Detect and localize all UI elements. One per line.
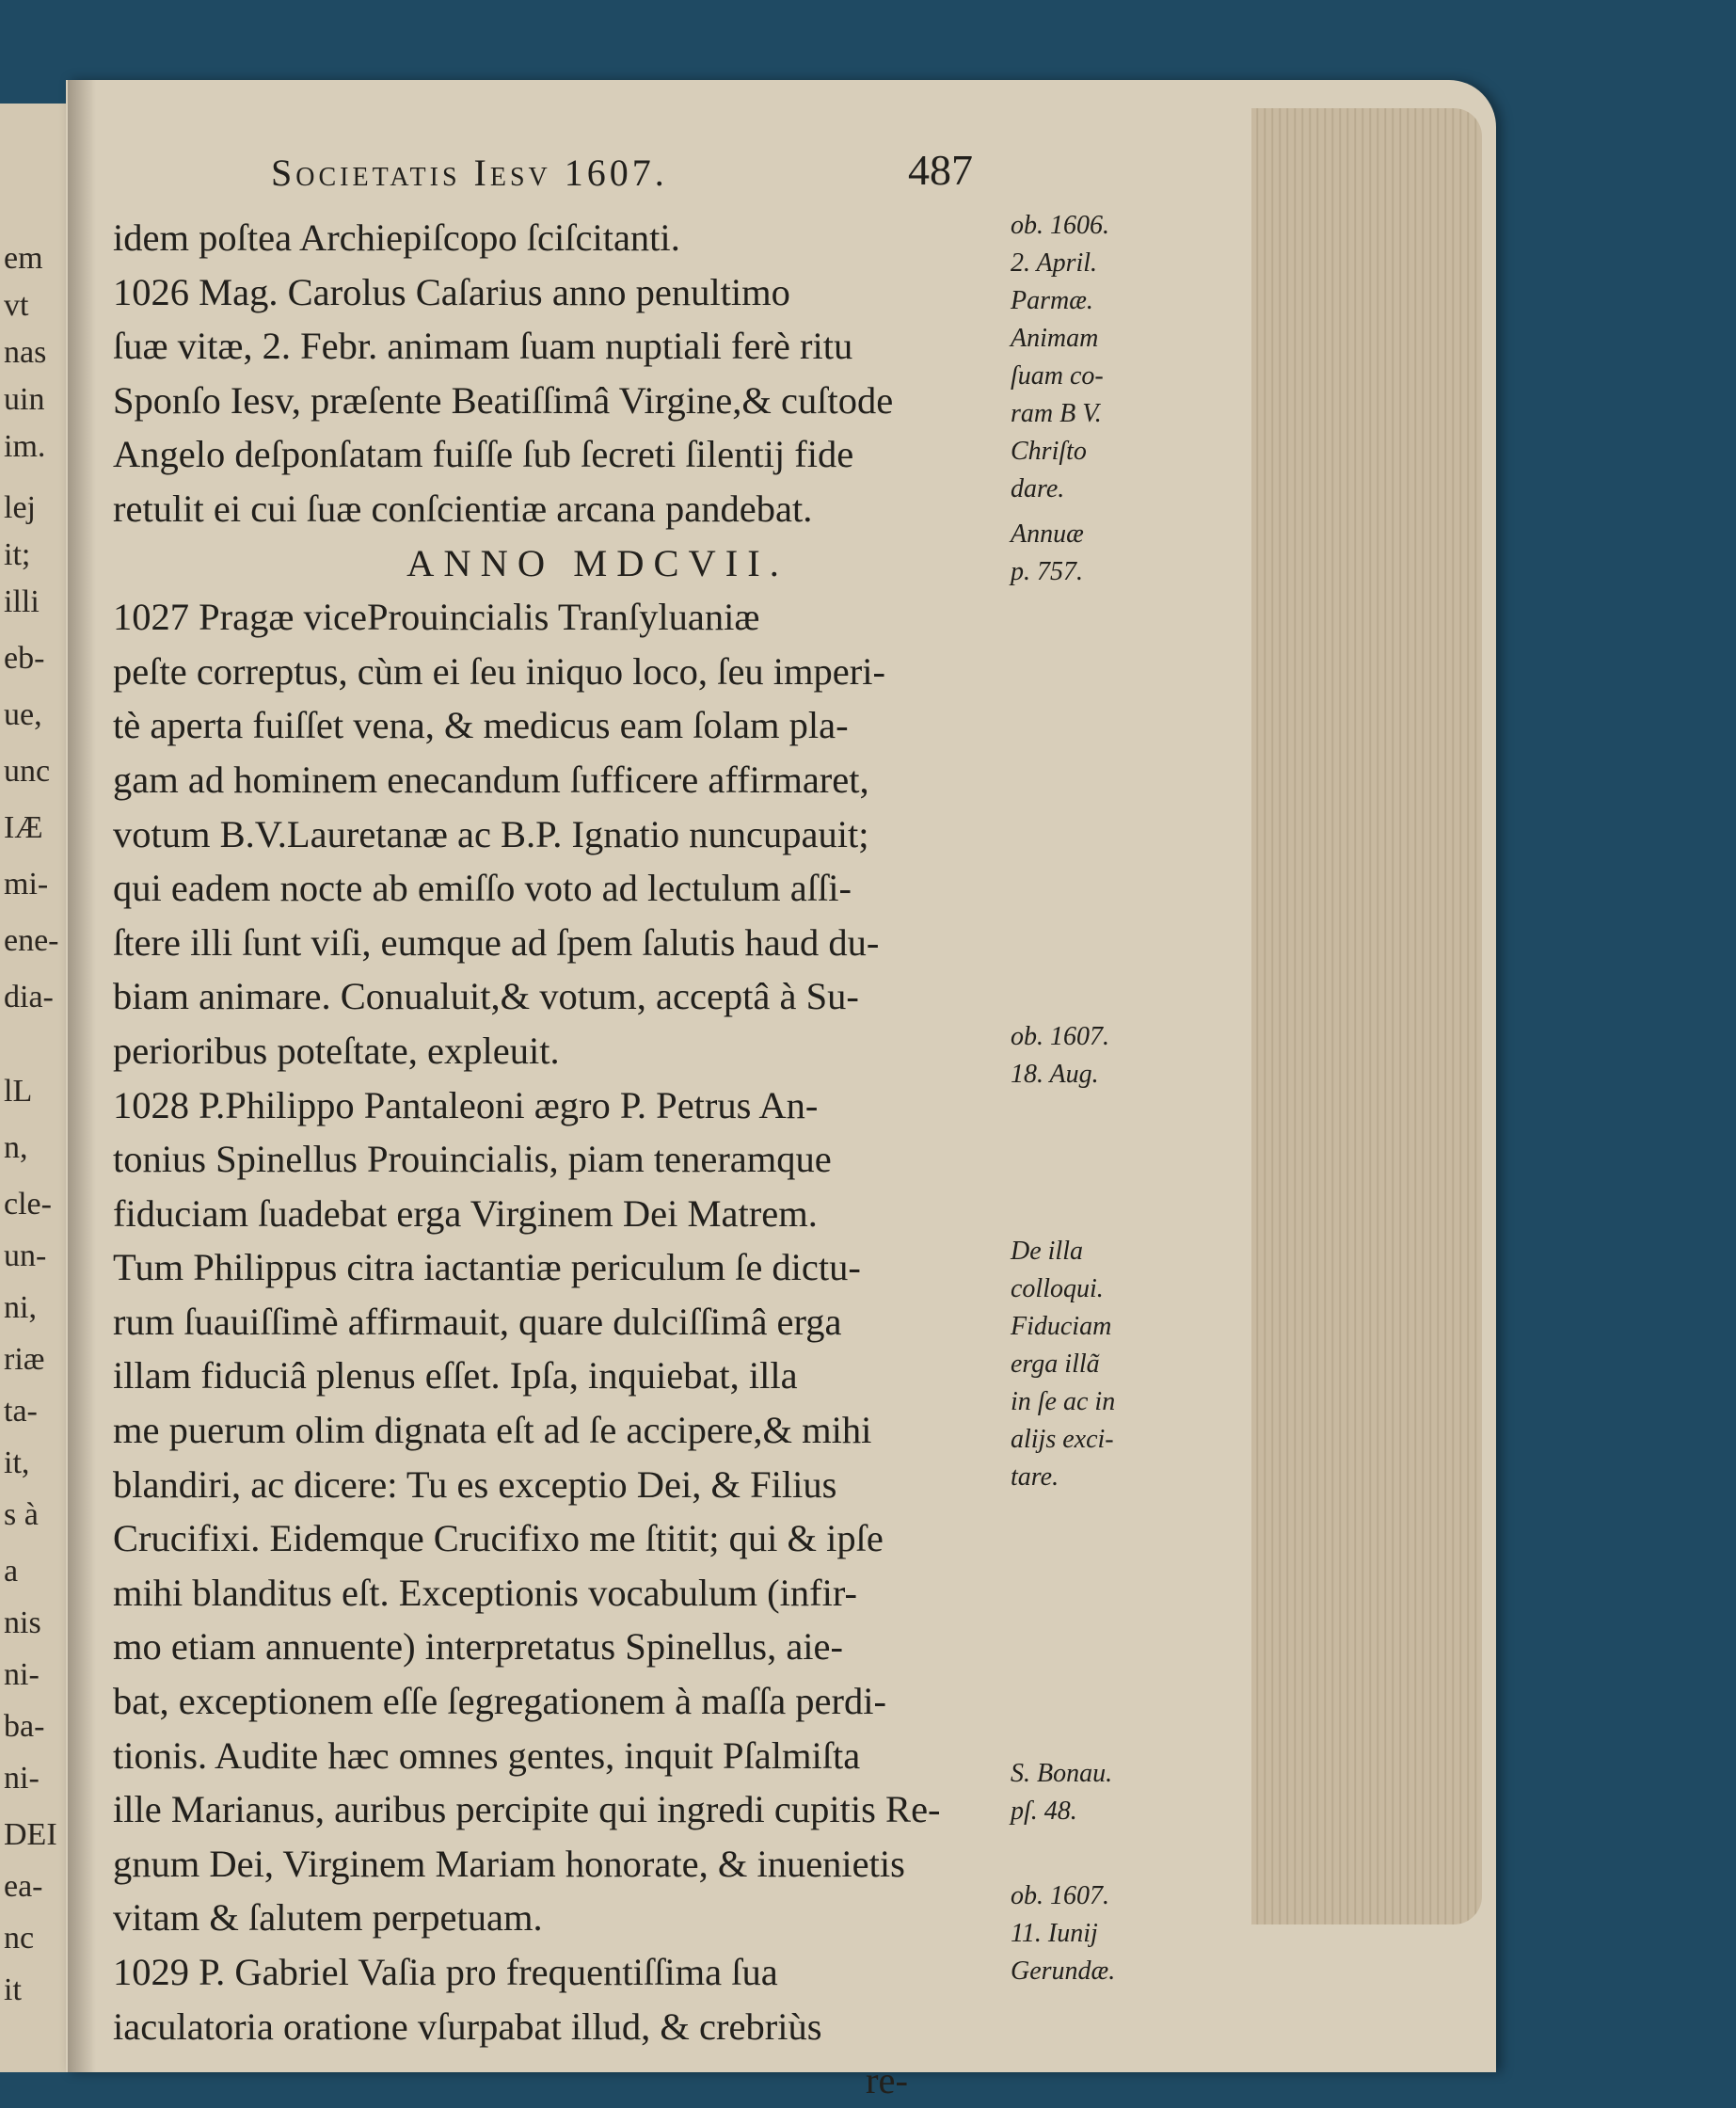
left-fragment: n, (4, 1130, 28, 1165)
margin-note: tare. (1011, 1462, 1059, 1492)
left-fragment: cle- (4, 1187, 52, 1222)
text-line: tè aperta fuiſſet vena, & medicus eam ſolam pla- (113, 704, 849, 747)
margin-note: Parmæ. (1011, 286, 1093, 315)
margin-note: Gerundæ. (1011, 1956, 1116, 1986)
text-line: gam ad hominem enecandum ſufficere affirmaret, (113, 758, 869, 801)
left-fragment: DEI (4, 1817, 57, 1852)
text-line: fiduciam ſuadebat erga Virginem Dei Matrem. (113, 1191, 818, 1235)
text-line: 1027 Pragæ viceProuincialis Tranſyluaniæ (113, 596, 760, 639)
text-line: rum ſuauiſſimè affirmauit, quare dulciſſimâ erga (113, 1300, 842, 1343)
left-fragment: unc (4, 754, 51, 789)
left-fragment: eb- (4, 641, 45, 676)
text-line: Sponſo Iesv, præſente Beatiſſimâ Virgine,& cuſtode (113, 378, 894, 422)
text-line: perioribus poteſtate, expleuit. (113, 1029, 560, 1072)
text-line: Crucifixi. Eidemque Crucifixo me ſtitit; qui & ipſe (113, 1517, 884, 1560)
left-fragment: ni- (4, 1657, 40, 1692)
page-number: 487 (908, 146, 973, 194)
running-title: Societatis Iesv 1607. (271, 152, 668, 194)
text-line: ille Marianus, auribus percipite qui ingredi cupitis Re- (113, 1788, 941, 1831)
left-fragment: nis (4, 1605, 41, 1640)
margin-note: p. 757. (1011, 557, 1083, 586)
margin-note: 2. April. (1011, 248, 1098, 278)
left-fragment: mi- (4, 867, 49, 902)
text-line: 1029 P. Gabriel Vaſia pro frequentiſſima ſua (113, 1951, 778, 1993)
left-fragment: IÆ (4, 810, 43, 845)
left-fragment: lej (4, 490, 36, 525)
margin-note: ſuam co- (1011, 361, 1104, 391)
left-fragment: s à (4, 1497, 39, 1532)
margin-note: ob. 1607. (1011, 1022, 1109, 1051)
text-line: biam animare. Conualuit,& votum, acceptâ à Su- (113, 975, 859, 1018)
text-line: idem poſtea Archiepiſcopo ſciſcitanti. (113, 216, 680, 259)
margin-note: ob. 1607. (1011, 1881, 1109, 1910)
left-fragment: ea- (4, 1869, 43, 1904)
left-fragment: vt (4, 288, 29, 323)
margin-note: colloqui. (1011, 1274, 1104, 1303)
text-line: 1026 Mag. Carolus Caſarius anno penultimo (113, 270, 790, 313)
text-line: 1028 P.Philippo Pantaleoni ægro P. Petrus An- (113, 1083, 819, 1126)
text-line: mo etiam annuente) interpretatus Spinellus, aie- (113, 1625, 844, 1669)
left-fragment: it (4, 1972, 22, 2007)
page-content (113, 132, 1242, 2102)
text-line: tionis. Audite hæc omnes gentes, inquit Pſalmiſta (113, 1733, 861, 1777)
left-fragment: a (4, 1554, 19, 1589)
text-line: mihi blanditus eſt. Exceptionis vocabulum (infir- (113, 1571, 858, 1614)
margin-note: Animam (1011, 324, 1099, 353)
body-text (113, 211, 997, 2108)
left-fragment: lL (4, 1074, 33, 1109)
text-line: qui eadem nocte ab emiſſo voto ad lectulum aſſi- (113, 867, 852, 910)
left-fragment: it, (4, 1445, 30, 1480)
text-line: bat, exceptionem eſſe ſegregationem à maſſa perdi- (113, 1680, 887, 1723)
text-line: retulit ei cui ſuæ conſcientiæ arcana pandebat. (113, 487, 813, 530)
left-fragment: it; (4, 537, 31, 572)
left-fragment: ue, (4, 697, 42, 732)
text-line: ſtere illi ſunt viſi, eumque ad ſpem ſalutis haud du- (113, 920, 880, 964)
gutter-shadow (68, 80, 96, 2072)
margin-note: dare. (1011, 474, 1065, 503)
left-fragment: illi (4, 584, 40, 619)
text-line: tonius Spinellus Prouincialis, piam teneramque (113, 1138, 832, 1181)
margin-note: ob. 1606. (1011, 211, 1109, 240)
text-line: Tum Philippus citra iactantiæ periculum ſe dictu- (113, 1246, 861, 1289)
margin-note: pſ. 48. (1011, 1797, 1077, 1826)
text-line: blandiri, ac dicere: Tu es exceptio Dei, & Filius (113, 1462, 837, 1506)
left-page-edge (0, 104, 71, 2072)
margin-note: Fiduciam (1011, 1312, 1112, 1341)
margin-note: 11. Iunij (1011, 1919, 1098, 1948)
text-line: ſuæ vitæ, 2. Febr. animam ſuam nuptiali ferè ritu (113, 325, 853, 368)
left-fragment: nas (4, 335, 47, 370)
year-heading: ANNO MDCVII. (406, 541, 788, 584)
left-fragment: ba- (4, 1709, 45, 1744)
margin-note: erga illã (1011, 1349, 1100, 1379)
margin-note: 18. Aug. (1011, 1060, 1099, 1089)
left-fragment: im. (4, 429, 46, 464)
margin-note: in ſe ac in (1011, 1387, 1116, 1416)
text-line: votum B.V.Lauretanæ ac B.P. Ignatio nuncupauit; (113, 812, 869, 855)
left-fragment: ni, (4, 1290, 37, 1325)
margin-note: Chriſto (1011, 437, 1087, 466)
text-line: vitam & ſalutem perpetuam. (113, 1896, 543, 1940)
left-fragment: ta- (4, 1394, 38, 1429)
left-fragment: dia- (4, 980, 54, 1014)
margin-note: ram B V. (1011, 399, 1102, 428)
page-edges (1251, 108, 1482, 1924)
left-fragment: ni- (4, 1761, 40, 1796)
margin-note: Annuæ (1011, 519, 1084, 549)
margin-note: alijs exci- (1011, 1425, 1114, 1454)
catchword: re- (866, 2059, 908, 2102)
left-fragment: ene- (4, 923, 59, 958)
text-line: illam fiduciâ plenus eſſet. Ipſa, inquiebat, illa (113, 1354, 798, 1397)
text-line: gnum Dei, Virginem Mariam honorate, & inuenietis (113, 1842, 905, 1885)
left-fragment: uin (4, 382, 45, 417)
text-line: Angelo deſponſatam fuiſſe ſub ſecreti ſilentij fide (113, 433, 854, 476)
left-fragment: riæ (4, 1342, 45, 1377)
text-line: me puerum olim dignata eſt ad ſe accipere,& mihi (113, 1409, 872, 1452)
margin-note: De illa (1011, 1237, 1083, 1266)
left-fragment: un- (4, 1238, 47, 1273)
left-fragment: em (4, 241, 43, 276)
text-line: iaculatoria oratione vſurpabat illud, & crebriùs (113, 2004, 822, 2048)
text-line: peſte correptus, cùm ei ſeu iniquo loco, ſeu imperi- (113, 649, 885, 693)
left-fragment: nc (4, 1921, 35, 1956)
margin-note: S. Bonau. (1011, 1759, 1113, 1788)
